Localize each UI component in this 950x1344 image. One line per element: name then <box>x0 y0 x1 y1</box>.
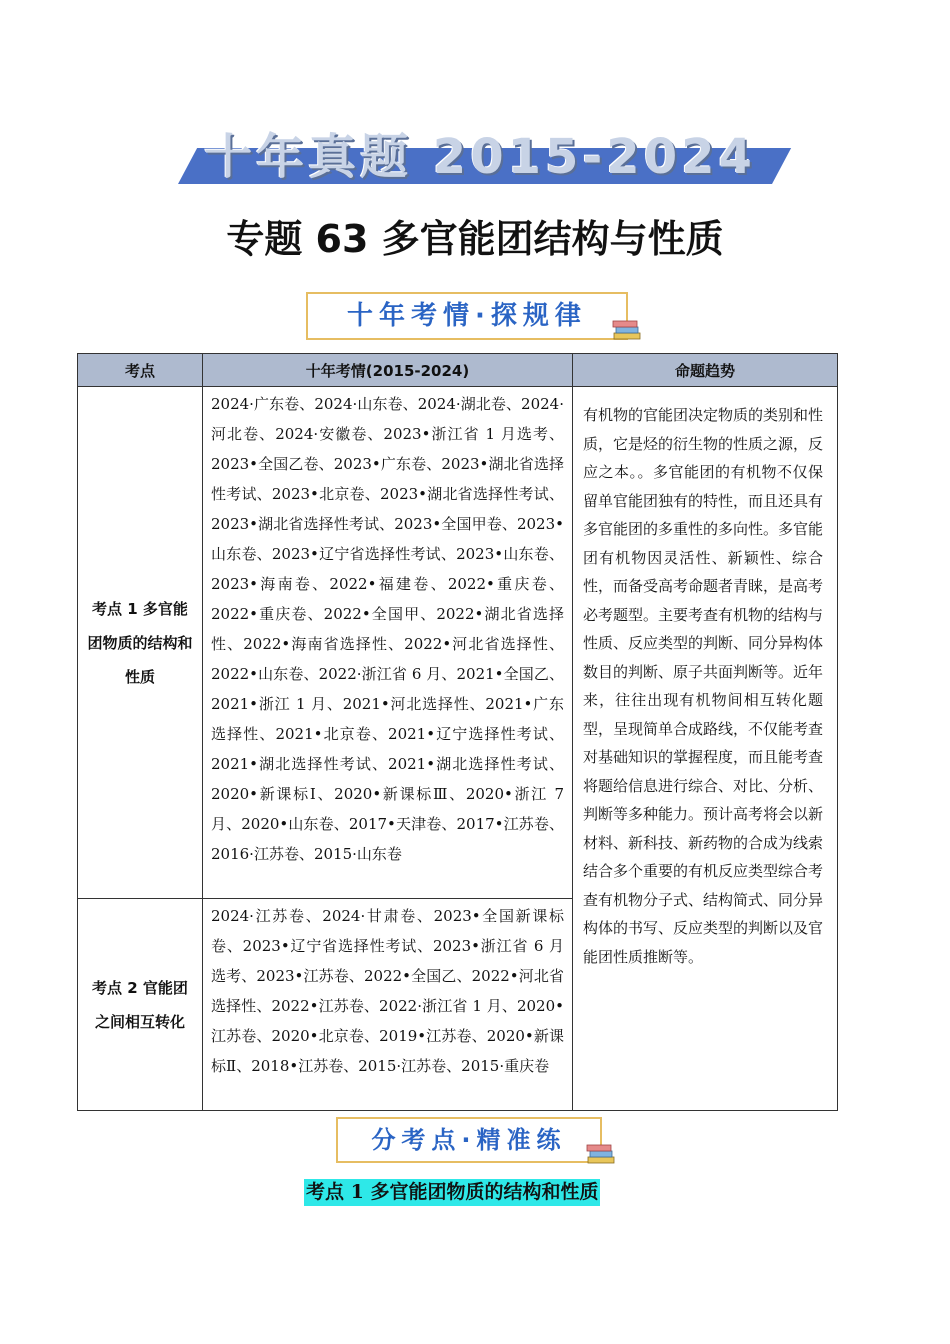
page-title: 专题 63 多官能团结构与性质 <box>226 217 724 261</box>
banner-text: 十年真题 2015-2024 <box>204 129 756 185</box>
section-heading-practice: 分考点·精准练 <box>336 1117 602 1163</box>
trend-cell: 有机物的官能团决定物质的类别和性质，它是烃的衍生物的性质之源，反应之本。。多官能团的有机物不仅保留单官能团独有的特性，而且还具有多官能团的多重性的多向性。多官能团有机物因灵活性、新颖性、综合性，而备受高考命题者青睐，是高考必考题型。主要考查有机物的结构与性质、反应类型的判断、同分异构体数目的判断、原子共面判断等。近年来，往往出现有机物间相互转化题型，呈现简单合成路线，不仅能考查对基础知识的掌握程度，而且能考查将题给信息进行综合、对比、分析、判断等多种能力。预计高考将会以新材料、新科技、新药物的合成为线索结合多个重要的有机反应类型综合考查有机物分子式、结构简式、同分异构体的书写、反应类型的判断以及官能团性质推断等。 <box>573 387 838 1111</box>
books-icon <box>612 318 642 342</box>
header-kaodian: 考点 <box>78 354 203 387</box>
kaodian-cell: 考点 2 官能团之间相互转化 <box>78 899 203 1111</box>
table-header-row <box>78 354 838 387</box>
kaoqing-cell: 2024·江苏卷、2024·甘肃卷、2023•全国新课标卷、2023•辽宁省选择性考试、2023•浙江省 6 月选考、2023•江苏卷、2022•全国乙、2022•河北省选择性、2022•江苏卷、2022·浙江省 1 月、2020•江苏卷、2020•北京卷、2019•江苏卷、2020•新课标Ⅱ、2018•江苏卷、2015·江苏卷、2015·重庆卷 <box>203 899 573 1111</box>
header-kaoqing: 十年考情(2015-2024) <box>203 354 573 387</box>
banner <box>178 118 772 186</box>
books-icon <box>586 1142 616 1166</box>
kaodian-cell: 考点 1 多官能团物质的结构和性质 <box>78 387 203 899</box>
kaoqing-cell: 2024·广东卷、2024·山东卷、2024·湖北卷、2024·河北卷、2024·安徽卷、2023•浙江省 1 月选考、2023•全国乙卷、2023•广东卷、2023•湖北省选择性考试、2023•北京卷、2023•湖北省选择性考试、2023•湖北省选择性考试、2023•全国甲卷、2023•山东卷、2023•辽宁省选择性考试、2023•山东卷、2023•海南卷、2022•福建卷、2022•重庆卷、2022•重庆卷、2022•全国甲、2022•湖北省选择性、2022•海南省选择性、2022•河北省选择性、2022•山东卷、2022·浙江省 6 月、2021•全国乙、2021•浙江 1 月、2021•河北选择性、2021•广东选择性、2021•北京卷、2021•辽宁选择性考试、2021•湖北选择性考试、2021•湖北选择性考试、2020•新课标Ⅰ、2020•新课标Ⅲ、2020•浙江 7 月、2020•山东卷、2017•天津卷、2017•江苏卷、2016·江苏卷、2015·山东卷 <box>203 387 573 899</box>
table-row <box>78 387 838 899</box>
kaodian-1-heading: 考点 1 多官能团物质的结构和性质 <box>304 1179 600 1206</box>
exam-table <box>77 353 838 1111</box>
header-trend: 命题趋势 <box>573 354 838 387</box>
section-heading-trends: 十年考情·探规律 <box>306 292 628 340</box>
